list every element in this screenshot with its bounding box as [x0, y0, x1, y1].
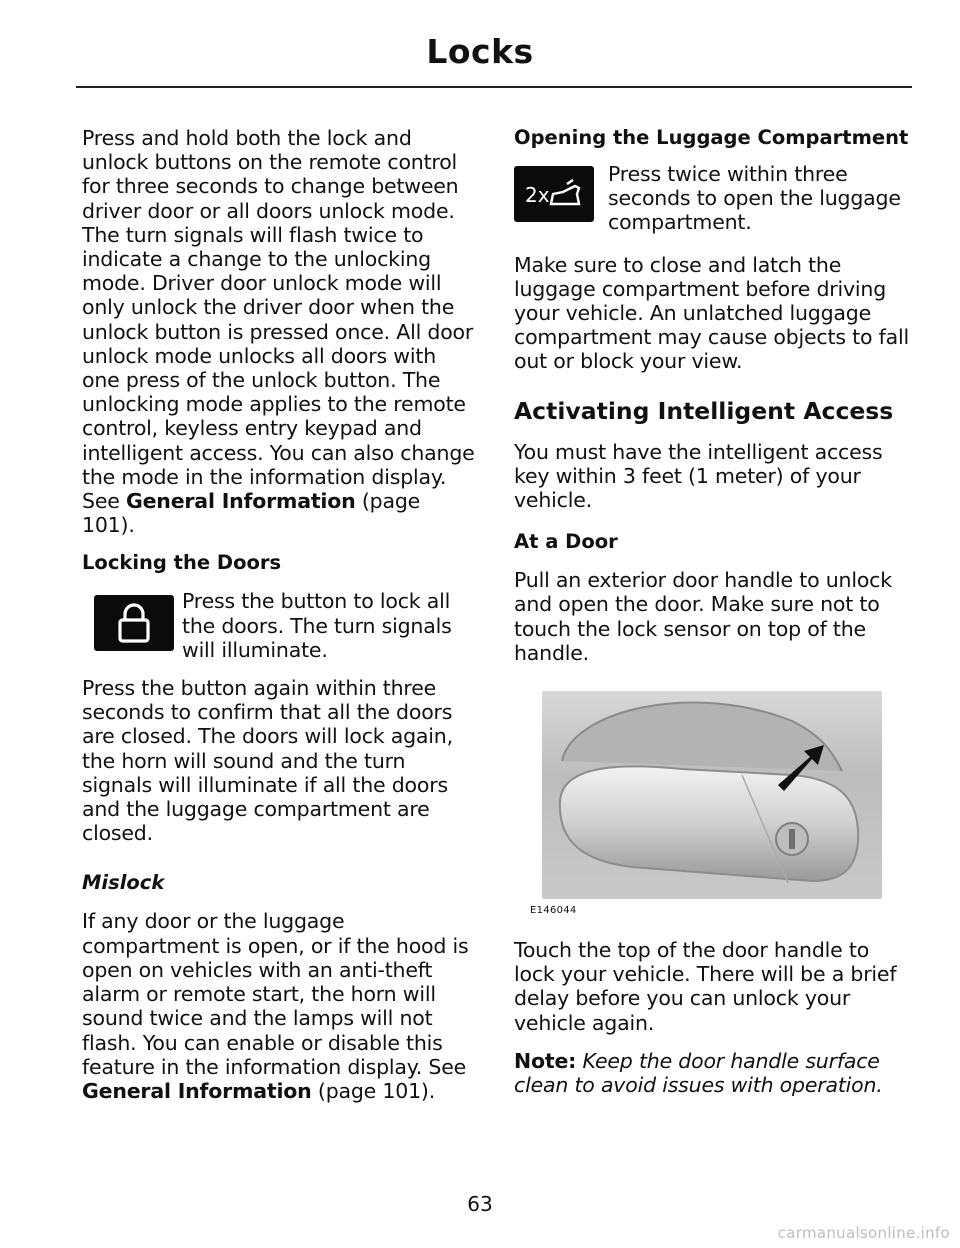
- door-unlock-paragraph: Pull an exterior door handle to unlock and open the door. Make sure not to touch the lock sensor on top of the handle.: [514, 568, 892, 665]
- luggage-latch-paragraph: Make sure to close and latch the luggage compartment before driving your vehicle. An unlatched luggage compartment may cause objects to fall out or block your view.: [514, 252, 910, 374]
- page-number: 63: [467, 1192, 493, 1216]
- general-information-link-2[interactable]: General Information: [82, 1078, 312, 1103]
- left-column: [82, 126, 478, 1117]
- lock-button-row: [82, 589, 478, 662]
- trunk-icon-label: 2x: [525, 183, 550, 207]
- note-label: Note:: [514, 1048, 577, 1073]
- at-a-door-heading: At a Door: [514, 530, 618, 554]
- page-reference-2: (page 101).: [311, 1078, 436, 1103]
- activating-intelligent-access-heading: Activating Intelligent Access: [514, 396, 894, 425]
- mislock-heading: Mislock: [82, 871, 165, 895]
- mislock-paragraph: [82, 909, 478, 1103]
- lock-button-description: Press the button to lock all the doors. The turn signals will illuminate.: [182, 589, 452, 662]
- intelligent-access-range-paragraph: You must have the intelligent access key within 3 feet (1 meter) of your vehicle.: [514, 439, 883, 513]
- trunk-button-row: [514, 162, 910, 235]
- note-text: Keep the door handle surface clean to avoid issues with operation.: [514, 1048, 883, 1098]
- general-information-link[interactable]: General Information: [125, 489, 356, 514]
- luggage-heading: Opening the Luggage Compartment: [514, 126, 909, 149]
- right-column: [514, 126, 910, 1111]
- door-handle-figure: [530, 691, 882, 916]
- watermark: carmanualsonline.info: [777, 1224, 950, 1242]
- unlock-mode-paragraph: [82, 126, 478, 537]
- note-paragraph: [514, 1049, 910, 1097]
- padlock-icon: [94, 595, 174, 651]
- trunk-open-2x-icon: [514, 166, 594, 222]
- mislock-text: If any door or the luggage compartment is open, or if the hood is open on vehicles with an anti-theft alarm or remote start, the horn will sound twice and the lamps will not flash. You can enable or disable this feature in the information display. See: [82, 909, 469, 1079]
- locking-doors-heading: Locking the Doors: [82, 551, 282, 575]
- unlock-mode-text: Press and hold both the lock and unlock buttons on the remote control for three seconds to change between driver door or all doors unlock mode. The turn signals will flash twice to indicate a change to the unlocking mode. Driver door unlock mode will only unlock the driver door when the unlock button is pressed once. All door unlock mode unlocks all doors with one press of the unlock button. The unlocking mode applies to the remote control, keyless entry keypad and intelligent access. You can also change the mode in the information display. See: [82, 126, 475, 514]
- page-reference: (page 101).: [82, 489, 421, 538]
- figure-id: E146044: [530, 905, 577, 917]
- header-divider: [76, 86, 912, 88]
- touch-to-lock-paragraph: Touch the top of the door handle to lock your vehicle. There will be a brief delay before you can unlock your vehicle again.: [514, 938, 897, 1035]
- page-title: Locks: [426, 32, 534, 71]
- trunk-button-description: Press twice within three seconds to open the luggage compartment.: [608, 162, 901, 235]
- confirm-lock-paragraph: Press the button again within three seconds to confirm that all the doors are closed. The doors will lock again, the horn will sound and the turn signals will illuminate if all the doors and the luggage compartment are closed.: [82, 676, 453, 846]
- door-handle-photo: [542, 691, 882, 899]
